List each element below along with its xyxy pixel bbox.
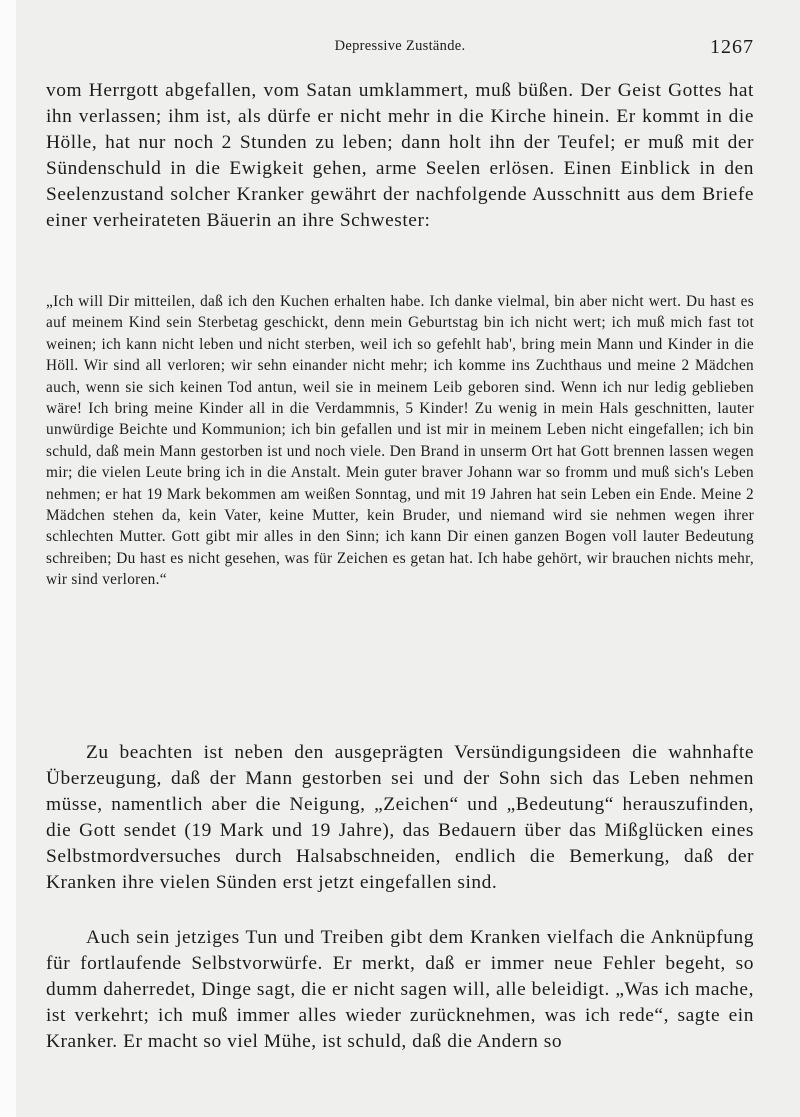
paragraph-commentary: Zu beachten ist neben den ausgeprägten Versündigungsideen die wahnhafte Überzeugung, daß der Mann gestorben sei und der Sohn sich das Leben nehmen müsse, namentlich aber die Neigung, „Zeichen“ und „Bedeutung“ herauszufinden, die Gott sendet (19 Mark und 19 Jahre), das Bedauern über das Mißglücken eines Selbstmordversuches durch Halsabschneiden, endlich die Bemerkung, daß der Kranken ihre vielen Sünden erst jetzt eingefallen sind.: [46, 742, 754, 893]
paragraph-self-reproach: Auch sein jetziges Tun und Treiben gibt dem Kranken vielfach die Anknüpfung für fortlaufende Selbstvorwürfe. Er merkt, daß er immer neue Fehler begeht, so dumm daherredet, Dinge sagt, die er nicht sagen will, alle beleidigt. „Was ich mache, ist verkehrt; ich muß immer alles wieder zurücknehmen, was ich rede“, sagte ein Kranker. Er macht so viel Mühe, ist schuld, daß die Andern so: [46, 927, 754, 1052]
running-title: Depressive Zustände.: [334, 38, 466, 54]
running-head: [46, 36, 754, 60]
letter-quotation: „Ich will Dir mitteilen, daß ich den Kuchen erhalten habe. Ich danke vielmal, bin aber nicht wert. Du hast es auf meinem Kind sein Sterbetag geschickt, denn mein Geburtstag bin ich nicht wert; ich muß mich fast tot weinen; ich kann nicht leben und nicht sterben, weil ich so gefehlt hab', bring mein Mann und Kinder in die Höll. Wir sind all verloren; wir sehn einander nicht mehr; ich komme ins Zuchthaus und meine 2 Mädchen auch, wenn sie sich keinen Tod antun, weil sie in meinem Leib geboren sind. Wenn ich nur ledig geblieben wäre! Ich bring meine Kinder all in die Verdammnis, 5 Kinder! Zu wenig in mein Hals geschnitten, lauter unwürdige Beichte und Kommunion; ich bin gefallen und ist mir in meinem Leben nicht eingefallen; ich bin schuld, daß mein Mann gestorben ist und noch viele. Den Brand in unserm Ort hat Gott brennen lassen wegen mir; die vielen Leute bring ich in die Anstalt. Mein guter braver Johann war so fromm und muß sich's Leben nehmen; er hat 19 Mark bekommen am weißen Sonntag, und mit 19 Jahren hat sein Leben ein Ende. Meine 2 Mädchen stehen da, kein Vater, keine Mutter, kein Bruder, und niemand wird sie nehmen wegen ihrer schlechten Mutter. Gott gibt mir alles in den Sinn; ich kann Dir einen ganzen Bogen voll lauter Bedeutung schreiben; Du hast es nicht gesehen, was für Zeichen es getan hat. Ich habe gehört, wir brauchen nichts mehr, wir sind verloren.“: [46, 293, 754, 589]
scan-margin: [0, 0, 16, 1117]
page-number: 1267: [710, 36, 754, 58]
paragraph-continuation: vom Herrgott abgefallen, vom Satan umklammert, muß büßen. Der Geist Gottes hat ihn verlassen; ihm ist, als dürfe er nicht mehr in die Kirche hinein. Er kommt in die Hölle, hat nur noch 2 Stunden zu leben; dann holt ihn der Teufel; er muß mit der Sündenschuld in die Ewigkeit gehen, arme Seelen erlösen. Einen Einblick in den Seelenzustand solcher Kranker gewährt der nachfolgende Ausschnitt aus dem Briefe einer verheirateten Bäuerin an ihre Schwester:: [46, 80, 754, 231]
